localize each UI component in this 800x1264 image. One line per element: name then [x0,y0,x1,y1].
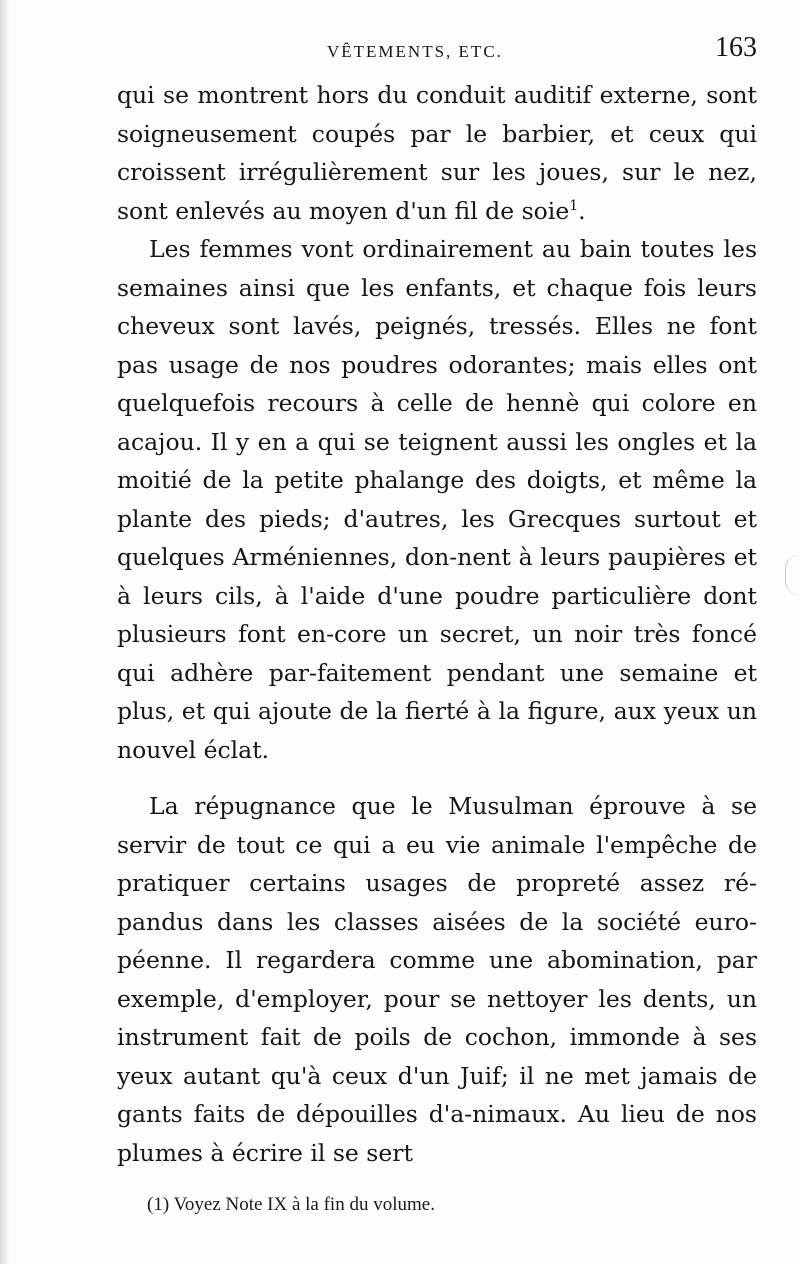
text-line: ongles et la moitié de la petite phalange des [117,427,757,494]
footnote-marker: (1) [147,1194,170,1215]
text-line: leurs cheveux sont lavés, peignés, tressés. Elles [117,273,757,340]
footnote-reference[interactable]: 1 [569,197,579,214]
text-line: Grecques surtout et quelques Arméniennes, don- [117,504,757,571]
text-line: ne font pas usage de nos poudres odorantes; mais [117,312,757,379]
paragraph-1 [117,76,757,230]
footnote-text: Voyez Note IX à la fin du volume. [173,1194,435,1215]
text-line: qui se montrent hors du conduit auditif externe, [117,81,707,109]
text-line: d'une poudre particulière dont plusieurs font en- [117,581,757,648]
text-line: elles ont quelquefois recours à celle de hennè qui [117,350,757,417]
text-line: doigts, et même la plante des pieds; d'autres, les [117,466,757,533]
text-line: core un secret, un noir très foncé qui adhère par- [117,620,757,687]
text-line: Les femmes vont ordinairement au bain toutes [149,235,724,263]
text-line: nimaux. Au lieu de nos plumes à écrire il se sert [117,1100,757,1167]
text-line: dents, un instrument fait de poils de cochon, [117,984,757,1051]
body-text [117,76,757,1172]
paragraph-3 [117,787,757,1172]
text-line: les semaines ainsi que les enfants, et chaque fois [117,235,757,302]
text-line: immonde à ses yeux autant qu'à ceux d'un Juif; [117,1023,757,1090]
paragraph-2 [117,230,757,769]
text-line: colore en acajou. Il y en a qui se teignent aussi les [117,389,757,456]
text-line: servir de tout ce qui a eu vie animale l'empêche [117,830,729,859]
footnote [147,1194,435,1216]
line-end-punctuation: . [578,196,586,225]
page-gutter-shadow [0,0,10,1264]
text-line: éclat. [203,735,270,764]
page-edge-mark [785,555,800,595]
text-line: faitement pendant une semaine et plus, et qui [117,658,757,725]
text-line: La répugnance que le Musulman éprouve à se [149,792,757,820]
text-line: de pratiquer certains usages de propreté assez ré- [117,830,757,897]
running-head [117,32,757,76]
text-line: ceux qui croissent irrégulièrement sur les joues, [117,119,757,186]
text-line: il ne met jamais de gants faits de dépouilles d'a- [117,1061,757,1128]
text-line: par exemple, d'employer, pour se nettoyer les [117,946,757,1013]
page-number: 163 [715,32,757,63]
book-page [117,32,757,1172]
text-line: ajoute de la fierté à la figure, aux yeux un nouvel [117,697,757,764]
text-line: sur le nez, sont enlevés au moyen d'un fil de soie [117,158,757,225]
text-line: sont soigneusement coupés par le barbier, et [117,81,757,148]
running-title: VÊTEMENTS, ETC. [327,42,503,61]
text-line: pandus dans les classes aisées de la société euro- [117,907,757,936]
text-line: nent à leurs paupières et à leurs cils, à l'aide [117,543,757,610]
paragraph-gap [117,769,757,787]
text-line: péenne. Il regardera comme une abomination, [117,946,717,974]
